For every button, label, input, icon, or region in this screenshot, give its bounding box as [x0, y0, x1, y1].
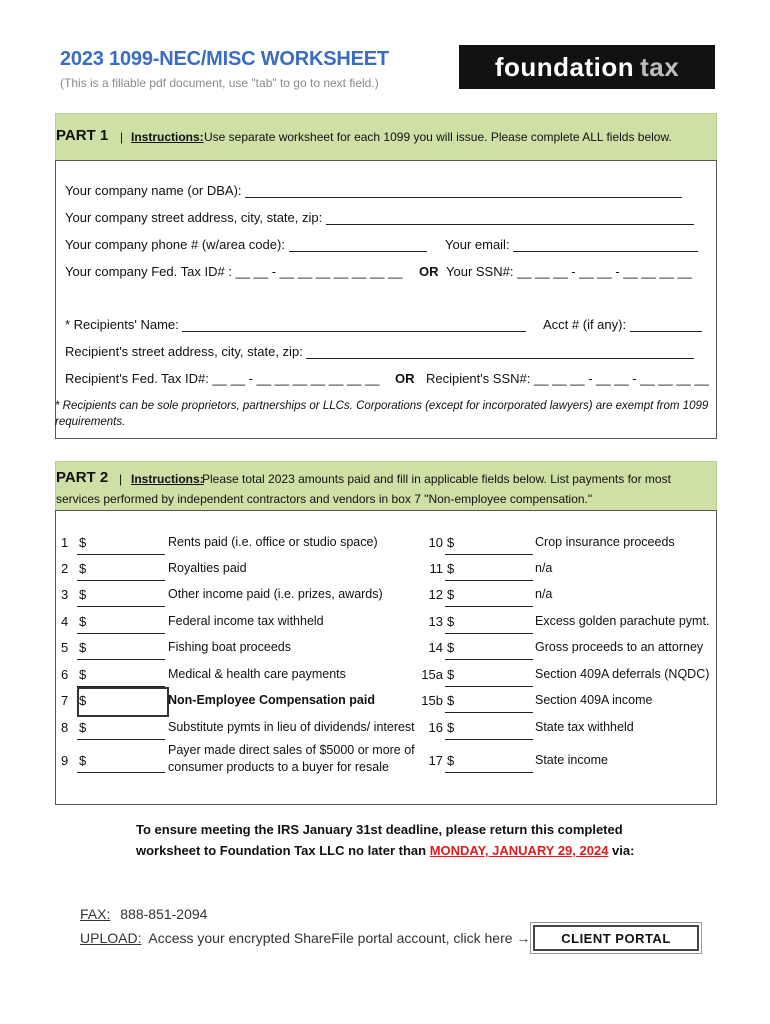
part1-instructions: Use separate worksheet for each 1099 you will issue. Please complete ALL fields below. [204, 130, 672, 144]
dollar-sign: $ [79, 693, 87, 708]
amount-field-box-3[interactable] [77, 599, 165, 607]
company-name-row [65, 183, 682, 198]
box-label: n/a [535, 561, 553, 575]
upload-row [80, 930, 530, 946]
amount-field-box-6[interactable] [77, 679, 165, 687]
recipient-fed-tax-field[interactable]: __ __ - __ __ __ __ __ __ __ [212, 371, 380, 386]
box-label: Gross proceeds to an attorney [535, 640, 704, 654]
amount-field-box-10[interactable] [445, 547, 533, 555]
recipient-or: OR [395, 371, 415, 386]
upload-label: UPLOAD: [80, 930, 142, 946]
company-fed-tax-label: Your company Fed. Tax ID# : [65, 264, 232, 279]
acct-row [543, 317, 702, 332]
amount-field-box-14[interactable] [445, 652, 533, 660]
amount-field-box-13[interactable] [445, 626, 533, 634]
company-ssn-label: Your SSN#: [446, 264, 514, 279]
fax-number: 888-851-2094 [120, 906, 208, 922]
dollar-sign: $ [447, 693, 455, 708]
amount-field-box-8[interactable] [77, 732, 165, 740]
box-label: Federal income tax withheld [168, 614, 324, 628]
dollar-sign: $ [79, 614, 87, 629]
fax-row [80, 906, 207, 922]
company-address-field[interactable] [326, 211, 694, 225]
box-label: n/a [535, 587, 553, 601]
box-label: Excess golden parachute pymt. [535, 614, 710, 628]
client-portal-button[interactable]: CLIENT PORTAL [533, 925, 699, 951]
company-phone-row [65, 237, 427, 252]
dollar-sign: $ [79, 720, 87, 735]
box-label-line1: Payer made direct sales of $5000 or more of [168, 743, 415, 757]
box-number: 17 [428, 753, 443, 768]
box-label: Section 409A deferrals (NQDC) [535, 667, 710, 681]
box-label: Other income paid (i.e. prizes, awards) [168, 587, 383, 601]
box-number: 6 [61, 667, 69, 682]
upload-text: Access your encrypted ShareFile portal account, click here [148, 930, 513, 946]
box-label: Medical & health care payments [168, 667, 346, 681]
part2-instructions-line2: services performed by independent contractors and vendors in box 7 "Non-employee compensation." [56, 492, 593, 506]
box-number: 10 [428, 535, 443, 550]
part2-separator: | [119, 472, 123, 486]
dollar-sign: $ [79, 561, 87, 576]
company-or: OR [419, 264, 439, 279]
box-number: 12 [428, 587, 443, 602]
dollar-sign: $ [79, 667, 87, 682]
dollar-sign: $ [447, 587, 455, 602]
deadline-line2 [136, 841, 634, 861]
box-number: 11 [429, 561, 443, 576]
arrow-right-icon: → [516, 930, 531, 946]
company-address-label: Your company street address, city, state, zip: [65, 210, 323, 225]
dollar-sign: $ [79, 535, 87, 550]
box-number: 7 [61, 693, 69, 708]
dollar-sign: $ [447, 667, 455, 682]
company-email-label: Your email: [445, 237, 510, 252]
dollar-sign: $ [447, 640, 455, 655]
page-title: 2023 1099-NEC/MISC WORKSHEET [60, 48, 389, 70]
part2-instructions-line1: Please total 2023 amounts paid and fill in applicable fields below. List payments for most [202, 472, 671, 486]
company-phone-label: Your company phone # (w/area code): [65, 237, 285, 252]
part1-label: PART 1 [56, 127, 109, 144]
part2-instructions-label: Instructions: [131, 472, 204, 486]
recipient-ssn-field[interactable]: __ __ __ - __ __ - __ __ __ __ [534, 371, 709, 386]
deadline-text: worksheet to Foundation Tax LLC no later than [136, 843, 430, 858]
recipient-fed-tax-label: Recipient's Fed. Tax ID#: [65, 371, 209, 386]
recipient-address-row [65, 344, 694, 359]
box-number: 15a [421, 667, 443, 682]
dollar-sign: $ [79, 640, 87, 655]
recipient-name-row [65, 317, 526, 332]
box-label: State tax withheld [535, 720, 634, 734]
box-number: 15b [421, 693, 443, 708]
acct-label: Acct # (if any): [543, 317, 627, 332]
foundation-tax-logo [459, 45, 715, 89]
dollar-sign: $ [447, 753, 455, 768]
amount-field-box-16[interactable] [445, 732, 533, 740]
recipient-address-field[interactable] [306, 345, 694, 359]
box-number: 16 [428, 720, 443, 735]
box-label-line2: consumer products to a buyer for resale [168, 760, 389, 774]
company-phone-field[interactable] [289, 238, 427, 252]
dollar-sign: $ [79, 587, 87, 602]
company-name-field[interactable] [245, 184, 682, 198]
amount-field-box-2[interactable] [77, 573, 165, 581]
part1-separator: | [120, 130, 124, 144]
box-number: 8 [61, 720, 69, 735]
amount-field-box-11[interactable] [445, 573, 533, 581]
company-ssn-field[interactable]: __ __ __ - __ __ - __ __ __ __ [517, 264, 692, 279]
recipient-ssn-row [426, 371, 709, 386]
logo-accent: tax [640, 51, 680, 82]
box-label: State income [535, 753, 608, 767]
amount-field-box-4[interactable] [77, 626, 165, 634]
logo-main: foundation [494, 51, 635, 82]
acct-field[interactable] [630, 318, 702, 332]
recipient-note: * Recipients can be sole proprietors, partnerships or LLCs. Corporations (except for incorporated lawyers) are exempt from 1099 requirements. [55, 400, 709, 428]
amount-field-box-1[interactable] [77, 547, 165, 555]
box-number: 5 [61, 640, 69, 655]
amount-field-box-15a[interactable] [445, 679, 533, 687]
company-fed-tax-row [65, 264, 403, 279]
deadline-line1: To ensure meeting the IRS January 31st deadline, please return this completed [136, 822, 623, 837]
company-email-field[interactable] [513, 238, 698, 252]
box-number: 2 [61, 561, 69, 576]
recipient-name-field[interactable] [182, 318, 526, 332]
dollar-sign: $ [447, 720, 455, 735]
dollar-sign: $ [79, 753, 87, 768]
box-number: 4 [61, 614, 69, 629]
recipient-name-label: * Recipients' Name: [65, 317, 179, 332]
box-label: Fishing boat proceeds [168, 640, 291, 654]
deadline-via: via: [608, 843, 635, 858]
company-fed-tax-field[interactable]: __ __ - __ __ __ __ __ __ __ [235, 264, 403, 279]
box-label: Crop insurance proceeds [535, 535, 675, 549]
box-number: 3 [61, 587, 69, 602]
deadline-date: MONDAY, JANUARY 29, 2024 [429, 843, 609, 858]
amount-field-box-7[interactable] [77, 687, 169, 717]
part2-label: PART 2 [56, 469, 109, 486]
box-label: Royalties paid [168, 561, 247, 575]
page-subtitle: (This is a fillable pdf document, use "tab" to go to next field.) [60, 76, 379, 90]
dollar-sign: $ [447, 535, 455, 550]
fax-label: FAX: [80, 906, 111, 922]
dollar-sign: $ [447, 614, 455, 629]
company-email-row [445, 237, 698, 252]
part1-instructions-label: Instructions: [131, 130, 204, 144]
box-label: Section 409A income [535, 693, 653, 707]
company-name-label: Your company name (or DBA): [65, 183, 242, 198]
recipient-fed-tax-row [65, 371, 379, 386]
amount-field-box-9[interactable] [77, 765, 165, 773]
box-label: Substitute pymts in lieu of dividends/ interest [168, 720, 415, 734]
dollar-sign: $ [447, 561, 455, 576]
box-label: Rents paid (i.e. office or studio space) [168, 535, 378, 549]
company-ssn-row [446, 264, 692, 279]
box-number: 1 [61, 535, 69, 550]
box-label: Non-Employee Compensation paid [168, 693, 375, 707]
company-address-row [65, 210, 694, 225]
recipient-address-label: Recipient's street address, city, state, zip: [65, 344, 303, 359]
amount-field-box-17[interactable] [445, 765, 533, 773]
box-number: 13 [428, 614, 443, 629]
amount-field-box-5[interactable] [77, 652, 165, 660]
amount-field-box-15b[interactable] [445, 705, 533, 713]
box-number: 9 [61, 753, 69, 768]
recipient-ssn-label: Recipient's SSN#: [426, 371, 531, 386]
box-number: 14 [428, 640, 443, 655]
amount-field-box-12[interactable] [445, 599, 533, 607]
